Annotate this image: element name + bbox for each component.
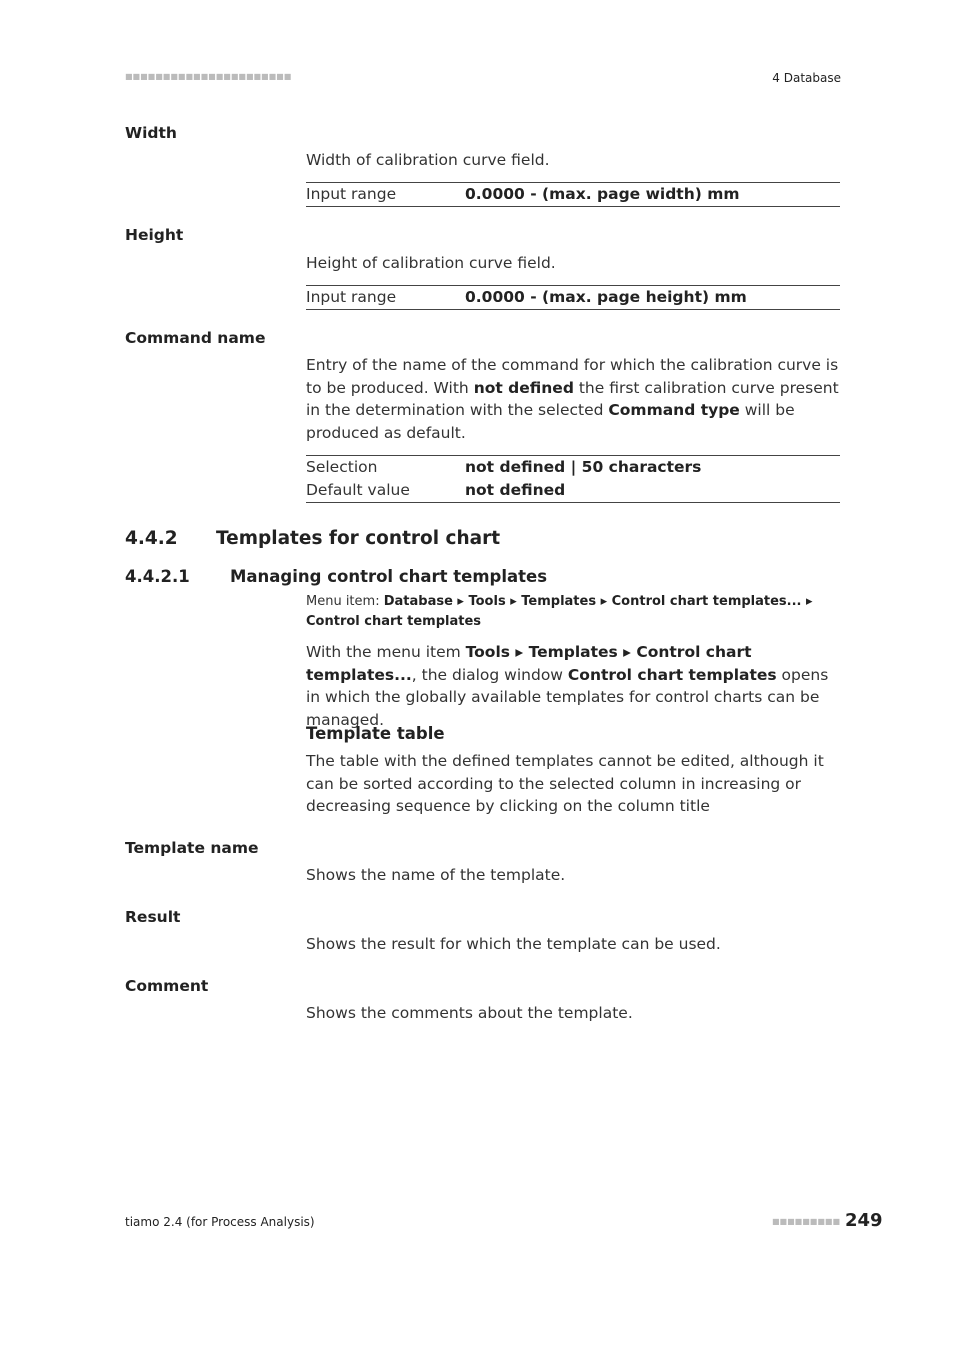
table-row xyxy=(306,183,840,206)
table-row xyxy=(306,456,840,479)
table-height xyxy=(306,285,840,310)
term-comment: Comment xyxy=(125,977,209,995)
table-command-name xyxy=(306,455,840,503)
footer-product: tiamo 2.4 (for Process Analysis) xyxy=(125,1215,315,1229)
subsection-heading: 4.4.2.1 Managing control chart templates xyxy=(125,567,548,586)
chapter-label: 4 Database xyxy=(772,71,841,85)
table-row xyxy=(306,479,840,502)
row-key: Input range xyxy=(306,288,397,306)
template-table-desc: The table with the defined templates cannot be edited, although it can be sorted according to the selected column in increasing or decreasing sequence by clicking on the column title xyxy=(306,752,824,815)
row-key: Selection xyxy=(306,458,378,476)
row-value: 0.0000 - (max. page height) mm xyxy=(465,288,747,306)
table-row xyxy=(306,286,840,309)
section-heading: 4.4.2 Templates for control chart xyxy=(125,528,501,549)
desc-height: Height of calibration curve field. xyxy=(306,254,556,272)
desc-template-name: Shows the name of the template. xyxy=(306,866,566,884)
desc-command-name: Entry of the name of the command for which the calibration curve is to be produced. With not defined the first calibration curve present in the determination with the selected Command type will be produced as default. xyxy=(306,356,839,442)
row-key: Default value xyxy=(306,481,410,499)
desc-comment: Shows the comments about the template. xyxy=(306,1004,633,1022)
term-result: Result xyxy=(125,908,181,926)
template-table-heading: Template table xyxy=(306,724,445,743)
footer-decoration: ■■■■■■■■■ xyxy=(772,1217,841,1226)
desc-width: Width of calibration curve field. xyxy=(306,151,550,169)
term-command-name: Command name xyxy=(125,329,266,347)
row-key: Input range xyxy=(306,185,397,203)
row-value: not defined | 50 characters xyxy=(465,458,702,476)
term-height: Height xyxy=(125,226,184,244)
menu-path: Menu item: Database ▸ Tools ▸ Templates ▸ Control chart templates... ▸ Control chart templates xyxy=(306,594,813,629)
row-value: 0.0000 - (max. page width) mm xyxy=(465,185,740,203)
desc-result: Shows the result for which the template can be used. xyxy=(306,935,721,953)
intro-paragraph: With the menu item Tools ▸ Templates ▸ Control chart templates..., the dialog window Control chart templates opens in which the globally available templates for control charts can be managed. xyxy=(306,643,829,729)
term-template-name: Template name xyxy=(125,839,259,857)
table-width xyxy=(306,182,840,207)
term-width: Width xyxy=(125,124,177,142)
page-number: 249 xyxy=(845,1210,883,1231)
row-value: not defined xyxy=(465,481,566,499)
header-decoration: ■■■■■■■■■■■■■■■■■■■■■■ xyxy=(125,72,292,81)
